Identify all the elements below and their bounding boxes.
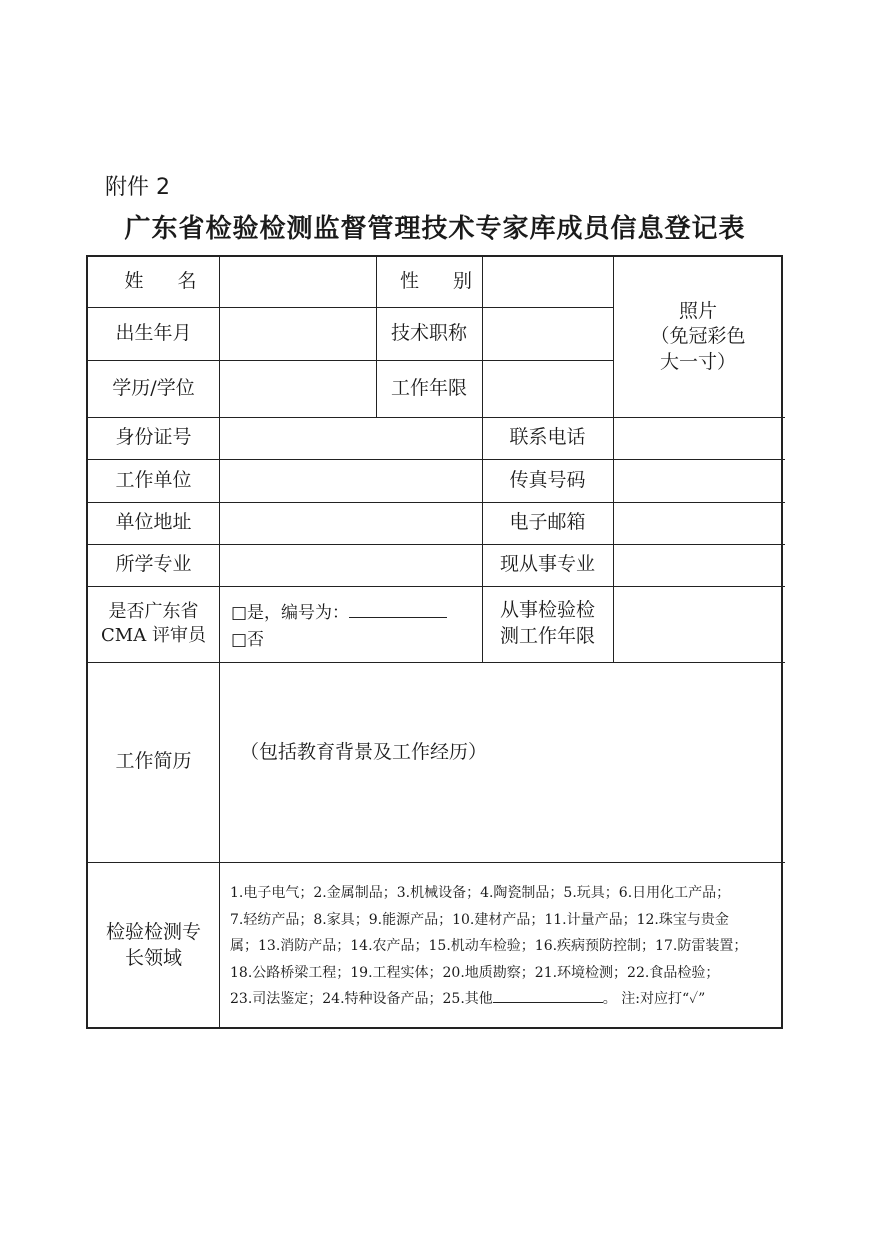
inspection-years-line1: 从事检验检: [499, 599, 595, 622]
specialty-line[interactable]: 属；13.消防产品；14.农产品；15.机动车检验；16.疾病预防控制；17.防雷装置；: [230, 938, 748, 954]
id-number-label: 身份证号: [115, 426, 192, 449]
name-label: 姓 名: [124, 270, 211, 293]
attachment-label: 附件 2: [105, 175, 170, 200]
form-title: 广东省检验检测监督管理技术专家库成员信息登记表: [124, 214, 746, 244]
fax-label: 传真号码: [509, 468, 586, 491]
specialty-label: [88, 862, 219, 1029]
employer-label: 工作单位: [115, 468, 192, 491]
id-number-field[interactable]: [219, 417, 482, 459]
specialty-line[interactable]: 18.公路桥梁工程；19.工程实体；20.地质勘察；21.环境检测；22.食品检验；: [230, 964, 720, 981]
specialty-line[interactable]: 7.轻纺产品；8.家具；9.能源产品；10.建材产品；11.计量产品；12.珠宝与贵金: [230, 911, 729, 928]
other-specialty-blank[interactable]: [493, 990, 603, 1003]
degree-label: 学历/学位: [112, 376, 195, 399]
birth-field[interactable]: [219, 307, 376, 360]
cma-yes-checkbox[interactable]: □是，编号为：: [231, 603, 350, 623]
tech-title-label: 技术职称: [390, 321, 467, 344]
work-years-label: 工作年限: [390, 376, 467, 399]
specialty-last-suffix: 。 注:对应打“✓”: [602, 991, 706, 1007]
phone-label: 联系电话: [509, 426, 586, 449]
email-field[interactable]: [613, 502, 783, 544]
cma-label-line2: CMA 评审员: [101, 625, 206, 646]
photo-label-line1: 照片: [678, 299, 717, 322]
phone-field[interactable]: [613, 417, 783, 459]
work-years-field[interactable]: [482, 360, 613, 417]
cma-no-checkbox[interactable]: □否: [231, 630, 265, 650]
inspection-years-label: [482, 586, 613, 662]
cma-number-blank[interactable]: [349, 603, 447, 618]
fax-field[interactable]: [613, 459, 783, 502]
cma-options: [231, 600, 447, 654]
birth-label: 出生年月: [115, 321, 192, 344]
photo-label-line3: 大一寸）: [659, 350, 736, 373]
email-label: 电子邮箱: [509, 511, 586, 534]
photo-box[interactable]: [613, 257, 783, 417]
inspection-years-line2: 测工作年限: [499, 625, 595, 647]
gender-label: 性 别: [399, 270, 487, 293]
photo-label-line2: （免冠彩色: [650, 325, 746, 348]
specialty-line[interactable]: 1.电子电气；2.金属制品；3.机械设备；4.陶瓷制品；5.玩具；6.日用化工产品；: [230, 885, 731, 901]
tech-title-field[interactable]: [482, 307, 613, 360]
resume-note: （包括教育背景及工作经历）: [240, 741, 488, 763]
degree-field[interactable]: [219, 360, 376, 417]
address-label: 单位地址: [115, 511, 192, 534]
specialty-last-line[interactable]: [230, 986, 780, 1013]
specialty-list: [230, 880, 780, 1013]
name-field[interactable]: [219, 257, 376, 307]
major-label: 所学专业: [115, 553, 192, 576]
specialty-label-line1: 检验检测专: [105, 920, 201, 943]
inspection-years-field[interactable]: [613, 586, 783, 662]
employer-field[interactable]: [219, 459, 482, 502]
current-field-field[interactable]: [613, 544, 783, 586]
specialty-label-line2: 长领域: [124, 946, 182, 969]
cma-yes-row[interactable]: [231, 600, 447, 627]
address-field[interactable]: [219, 502, 482, 544]
current-field-label: 现从事专业: [499, 553, 595, 576]
resume-label: 工作简历: [115, 750, 192, 773]
gender-field[interactable]: [482, 257, 613, 307]
specialty-last-prefix: 23.司法鉴定；24.特种设备产品；25.其他: [230, 991, 493, 1007]
cma-label: [88, 586, 219, 662]
registration-form: [86, 255, 783, 1029]
major-field[interactable]: [219, 544, 482, 586]
cma-label-line1: 是否广东省: [108, 600, 199, 622]
